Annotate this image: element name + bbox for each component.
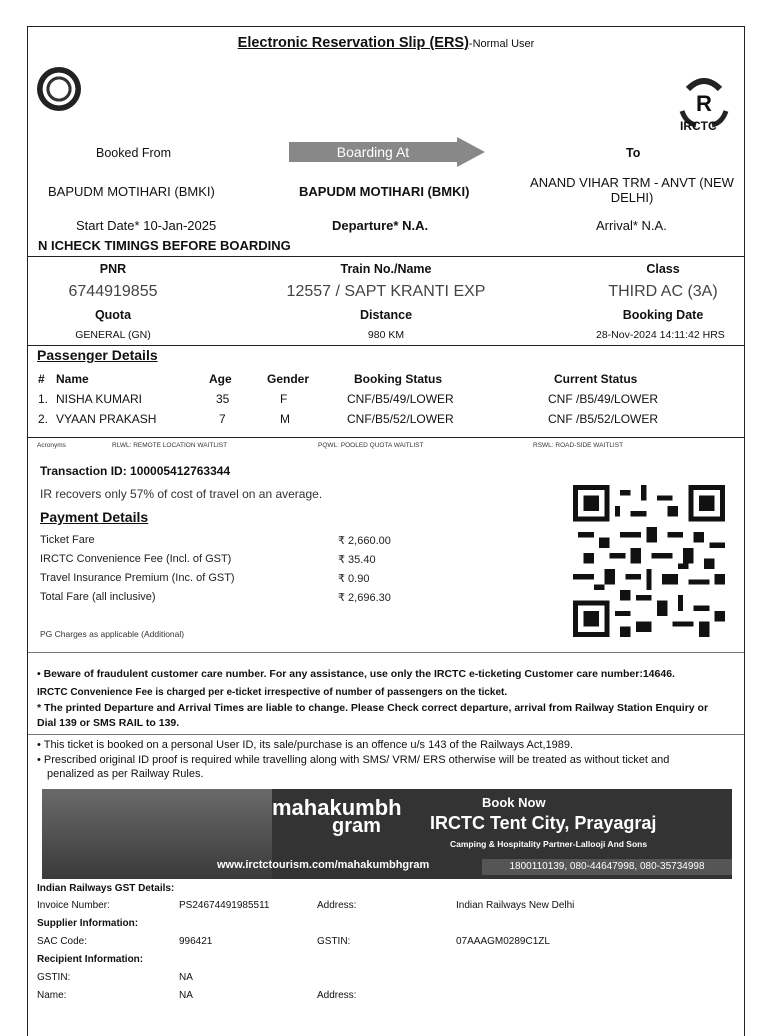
id-proof-text-line1: Prescribed original ID proof is required while travelling along with SMS/ VRM/ ERS otherwise will be treated as without ticket and	[43, 754, 670, 766]
banner-headline: IRCTC Tent City, Prayagraj	[430, 813, 657, 833]
banner-subline: Camping & Hospitality Partner-Lallooji And Sons	[450, 839, 648, 849]
pnr-value: 6744919855	[68, 283, 158, 300]
departure-label: Departure*	[332, 218, 399, 233]
sac-label: SAC Code:	[37, 936, 88, 947]
address-value: Indian Railways New Delhi	[456, 900, 575, 911]
fraud-notice-text: Beware of fraudulent customer care number. For any assistance, use only the IRCTC e-ticketing Customer care number:14646.	[43, 668, 675, 680]
passenger-gender: M	[280, 412, 290, 426]
booking-status: CNF/B5/52/LOWER	[347, 412, 454, 426]
transaction-id: Transaction ID: 100005412763344	[40, 464, 231, 478]
class-value: THIRD AC (3A)	[608, 283, 718, 300]
total-fare-value: ₹ 2,696.30	[338, 592, 391, 604]
train-value: 12557 / SAPT KRANTI EXP	[286, 283, 486, 300]
quota-label: Quota	[94, 308, 132, 322]
ers-document	[27, 26, 745, 1036]
gstin-value: 07AAAGM0289C1ZL	[456, 936, 550, 947]
to-station	[518, 175, 746, 205]
distance-label: Distance	[359, 308, 413, 322]
departure	[332, 218, 428, 233]
from-station: BAPUDM MOTIHARI (BMKI)	[48, 184, 215, 199]
acronym-rlwl: RLWL: REMOTE LOCATION WAITLIST	[112, 442, 228, 449]
boarding-station: BAPUDM MOTIHARI (BMKI)	[299, 184, 470, 199]
passenger-details-title: Passenger Details	[37, 347, 158, 363]
recipient-label: Recipient Information:	[37, 954, 144, 965]
booked-from-label: Booked From	[96, 146, 172, 160]
recipient-address-label: Address:	[317, 990, 357, 1001]
fraud-notice: • Beware of fraudulent customer care number. For any assistance, use only the IRCTC e-ticketing Customer care number:14646.	[37, 668, 675, 680]
personal-id-notice: • This ticket is booked on a personal User ID, its sale/purchase is an offence u/s 143 of the Railways Act,1989.	[37, 739, 574, 751]
insurance-value: ₹ 0.90	[338, 573, 370, 585]
recipient-name-label: Name:	[37, 990, 67, 1001]
col-booking-status: Booking Status	[354, 372, 443, 386]
id-proof-text-line2: penalized as per Railway Rules.	[47, 768, 204, 780]
fare-label: Ticket Fare	[40, 534, 95, 546]
acronym-pqwl: PQWL: POOLED QUOTA WAITLIST	[318, 442, 424, 449]
document-title	[28, 34, 744, 51]
title-main: Electronic Reservation Slip (ERS)	[237, 35, 469, 51]
train-label: Train No./Name	[340, 262, 432, 276]
sac-value: 996421	[179, 936, 213, 947]
current-status: CNF /B5/49/LOWER	[548, 392, 659, 406]
banner-phones: 1800110139, 080-44647998, 080-35734998	[482, 859, 732, 875]
irctc-logo-icon	[674, 67, 734, 135]
col-current-status: Current Status	[554, 372, 638, 386]
convenience-fee-value: ₹ 35.40	[338, 554, 376, 566]
recipient-gstin-value: NA	[179, 972, 193, 983]
passenger-name: NISHA KUMARI	[56, 392, 143, 406]
recipient-gstin-label: GSTIN:	[37, 972, 71, 983]
timing-notice-line1: * The printed Departure and Arrival Times are liable to change. Please Check correct departure, arrival from Railway Station Enquiry or	[37, 702, 709, 714]
start-date-label: Start Date*	[76, 218, 140, 233]
boarding-at-label: Boarding At	[336, 144, 410, 160]
booking-status: CNF/B5/49/LOWER	[347, 392, 454, 406]
title-suffix: -Normal User	[468, 38, 535, 50]
mahakumbh-advertisement-banner[interactable]	[42, 789, 732, 879]
passenger-age: 7	[219, 412, 226, 426]
svg-text:R: R	[696, 91, 712, 116]
insurance-label: Travel Insurance Premium (Inc. of GST)	[40, 572, 235, 584]
arrival-value: N.A.	[641, 218, 667, 233]
timing-notice-line2: Dial 139 or SMS RAIL to 139.	[37, 717, 180, 729]
fare-value: ₹ 2,660.00	[338, 535, 391, 547]
to-label: To	[626, 146, 641, 160]
booking-date-label: Booking Date	[622, 308, 704, 322]
cost-recovery-note: IR recovers only 57% of cost of travel on an average.	[40, 487, 323, 501]
gstin-label: GSTIN:	[317, 936, 351, 947]
row-num: 1.	[38, 392, 49, 406]
indian-railways-seal-icon	[37, 67, 81, 111]
passenger-name: VYAAN PRAKASH	[56, 412, 157, 426]
convenience-fee-label: IRCTC Convenience Fee (Incl. of GST)	[40, 553, 232, 565]
col-age: Age	[209, 372, 232, 386]
gst-title: Indian Railways GST Details:	[37, 883, 175, 894]
acronym-rswl: RSWL: ROAD-SIDE WAITLIST	[533, 442, 624, 449]
irctc-brand-text: IRCTC	[680, 119, 717, 133]
arrival	[596, 218, 667, 233]
distance-value: 980 KM	[367, 329, 405, 341]
invoice-value: PS24674491985511	[179, 900, 270, 911]
banner-brand-mahakumbh: mahakumbh	[272, 795, 402, 820]
to-station-line2: DELHI)	[610, 190, 654, 205]
personal-id-text: This ticket is booked on a personal User ID, its sale/purchase is an offence u/s 143 of the Railways Act,1989.	[43, 739, 574, 751]
check-timings-note: N ICHECK TIMINGS BEFORE BOARDING	[38, 238, 291, 253]
start-date-value: 10-Jan-2025	[143, 218, 217, 233]
start-date	[76, 218, 216, 233]
recipient-name-value: NA	[179, 990, 193, 1001]
invoice-label: Invoice Number:	[37, 900, 110, 911]
qr-code-icon	[573, 482, 725, 640]
current-status: CNF /B5/52/LOWER	[548, 412, 659, 426]
banner-brand-gram: gram	[332, 815, 381, 837]
pnr-label: PNR	[99, 262, 127, 276]
row-num: 2.	[38, 412, 49, 426]
book-now-label[interactable]: Book Now	[482, 795, 546, 810]
acronyms-label: Acronyms	[37, 442, 66, 449]
passenger-age: 35	[216, 392, 230, 406]
col-gender: Gender	[267, 372, 310, 386]
payment-details-title: Payment Details	[40, 509, 149, 525]
convenience-notice: IRCTC Convenience Fee is charged per e-ticket irrespective of number of passengers on the ticket.	[37, 687, 508, 698]
quota-value: GENERAL (GN)	[75, 329, 151, 341]
col-hash: #	[38, 372, 45, 386]
supplier-label: Supplier Information:	[37, 918, 139, 929]
pg-charges-note: PG Charges as applicable (Additional)	[40, 629, 185, 639]
booking-date-value: 28-Nov-2024 14:11:42 HRS	[596, 329, 725, 341]
col-name: Name	[56, 372, 89, 386]
banner-url[interactable]: www.irctctourism.com/mahakumbhgram	[217, 859, 430, 871]
arrival-label: Arrival*	[596, 218, 638, 233]
passenger-gender: F	[280, 392, 288, 406]
address-label: Address:	[317, 900, 357, 911]
departure-value: N.A.	[402, 218, 429, 233]
class-label: Class	[646, 262, 680, 276]
to-station-line1: ANAND VIHAR TRM - ANVT (NEW	[530, 175, 734, 190]
id-proof-notice: • Prescribed original ID proof is required while travelling along with SMS/ VRM/ ERS otherwise will be treated as without ticket and	[37, 754, 670, 766]
total-fare-label: Total Fare (all inclusive)	[40, 591, 156, 603]
